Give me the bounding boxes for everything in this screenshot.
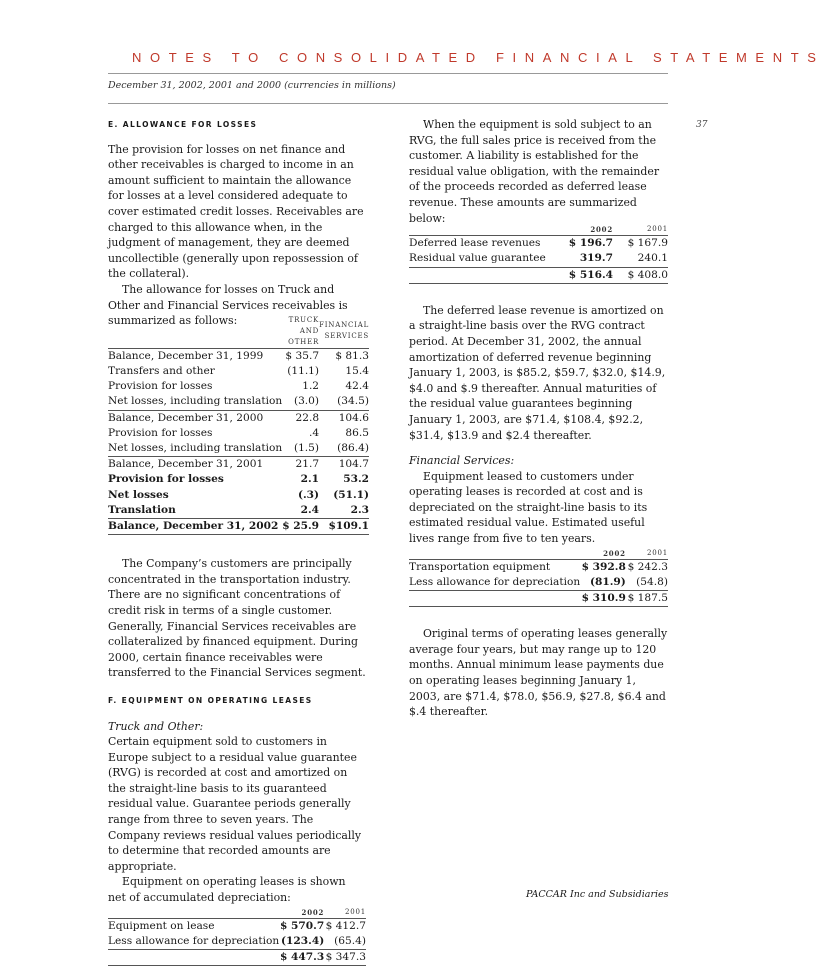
- table-row: Balance, December 31, 2001 21.7 104.7: [108, 457, 369, 473]
- rvg-col-2001: 2001: [613, 224, 668, 236]
- truck-leases-col-2002: 2002: [279, 907, 324, 919]
- table-row: Balance, December 31, 1999 $ 35.7 $ 81.3: [108, 349, 370, 362]
- financial-services-subheading: Financial Services:: [409, 454, 515, 468]
- section-e-paragraph-3: The Company’s customers are principally concentrated in the transportation industry. There are no significant concentrations of credit risk in terms of a single customer. Generally, Financial Services receivables are collateralized by financed equipment. During 2000, certain finance receivables were transferred to the Financial Services segment.: [108, 557, 366, 680]
- header-rule: [108, 73, 668, 74]
- fs-leases-table: [409, 548, 668, 608]
- table-row: Less allowance for depreciation (123.4) (65.4): [108, 934, 366, 947]
- lease-terms-paragraph: Original terms of operating leases generally average four years, but may range up to 120 months. Annual minimum lease payments due on operating leases beginning January 1, 2003, are $71.4, $78.0, $56.9, $27.8, $6.4 and $.4 thereafter.: [409, 627, 668, 719]
- subtitle-rule: [108, 103, 668, 104]
- left-column: [108, 117, 370, 966]
- table-row: $ 447.3 $ 347.3: [108, 950, 366, 966]
- fs-leases-header: [409, 548, 668, 560]
- company-footer: PACCAR Inc and Subsidiaries: [526, 889, 669, 900]
- page-subtitle: December 31, 2002, 2001 and 2000 (currencies in millions): [108, 80, 396, 91]
- table-row: Balance, December 31, 2000 22.8 104.6: [108, 410, 369, 426]
- allowance-col-financial: FINANCIAL SERVICES: [319, 315, 369, 349]
- truck-leases-header: [108, 907, 366, 919]
- table-row: Net losses, including translation (1.5) (86.4): [108, 441, 370, 454]
- table-row: Transfers and other (11.1) 15.4: [108, 364, 370, 377]
- section-e-paragraph-1: The provision for losses on net finance and other receivables is charged to income in an amount sufficient to maintain the allowance for losses at a level considered adequate to cover estimated credit losses. Receivables are charged to this allowance when, in the judgment of management, they are deemed uncollectible (generally upon repossession of the collateral).: [108, 142, 364, 281]
- allowance-table: [108, 315, 369, 535]
- table-row: $ 516.4 $ 408.0: [409, 267, 668, 283]
- deferred-revenue-paragraph: The deferred lease revenue is amortized on a straight-line basis over the RVG contract period. At December 31, 2002, the annual amortization of deferred revenue beginning January 1, 2003, is $85.2, $59.7, $32.0, $14.9, $4.0 and $.9 thereafter. Annual maturities of the residual value guarantees beginning January 1, 2003, are $71.4, $108.4, $92.2, $31.4, $13.9 and $2.4 thereafter.: [409, 303, 666, 442]
- table-row: $ 310.9 $ 187.5: [409, 591, 668, 607]
- truck-leases-table: [108, 907, 366, 966]
- rvg-paragraph: When the equipment is sold subject to an RVG, the full sales price is received from the customer. A liability is established for the residual value obligation, with the remainder of the proceeds recorded as deferred lease revenue. These amounts are summarized below:: [409, 118, 660, 225]
- section-e-paragraph-2: The allowance for losses on Truck and Other and Financial Services receivables is summarized as follows:: [108, 282, 348, 328]
- section-e-heading: E. ALLOWANCE FOR LOSSES: [108, 120, 258, 129]
- rvg-table: [409, 224, 668, 284]
- table-row: Net losses, including translation (3.0) (34.5): [108, 395, 370, 408]
- table-row: Deferred lease revenues $ 196.7 $ 167.9: [409, 237, 668, 250]
- table-row: Balance, December 31, 2002 $ 25.9 $109.1: [108, 518, 369, 534]
- fs-col-2002: 2002: [580, 548, 626, 560]
- right-column: [409, 117, 668, 720]
- fs-col-2001: 2001: [626, 548, 668, 560]
- rvg-col-2002: 2002: [557, 224, 613, 236]
- table-row: Less allowance for depreciation (81.9) (54.8): [409, 575, 668, 588]
- page-header-title: NOTES TO CONSOLIDATED FINANCIAL STATEMENTS: [132, 50, 825, 65]
- table-row: Transportation equipment $ 392.8 $ 242.3: [409, 560, 668, 573]
- truck-leases-col-2001: 2001: [324, 907, 366, 919]
- table-row: Net losses (.3) (51.1): [108, 488, 370, 501]
- table-row: Provision for losses 1.2 42.4: [108, 380, 370, 393]
- financial-services-paragraph: Equipment leased to customers under operating leases is recorded at cost and is depreciated on the straight-line basis to its estimated residual value. Estimated useful lives range from five to ten years.: [409, 469, 648, 546]
- table-row: Equipment on lease $ 570.7 $ 412.7: [108, 919, 366, 932]
- table-row: Residual value guarantee 319.7 240.1: [409, 252, 668, 265]
- section-f-heading: F. EQUIPMENT ON OPERATING LEASES: [108, 695, 313, 705]
- page-number: 37: [696, 120, 708, 130]
- section-f-paragraph-1: Certain equipment sold to customers in Europe subject to a residual value guarantee (RVG) is recorded at cost and amortized on the straight-line basis to its guaranteed residual value. Guarantee periods generally range from three to seven years. The Company reviews residual values periodically to determine that recorded amounts are appropriate.: [108, 735, 362, 873]
- table-row: Translation 2.4 2.3: [108, 503, 370, 516]
- section-f-paragraph-2: Equipment on operating leases is shown net of accumulated depreciation:: [108, 875, 346, 905]
- table-row: Provision for losses 2.1 53.2: [108, 473, 370, 486]
- truck-other-subheading: Truck and Other:: [108, 719, 204, 733]
- table-row: Provision for losses .4 86.5: [108, 426, 370, 439]
- allowance-col-truck: TRUCK AND OTHER: [282, 315, 319, 349]
- rvg-table-header: [409, 224, 668, 236]
